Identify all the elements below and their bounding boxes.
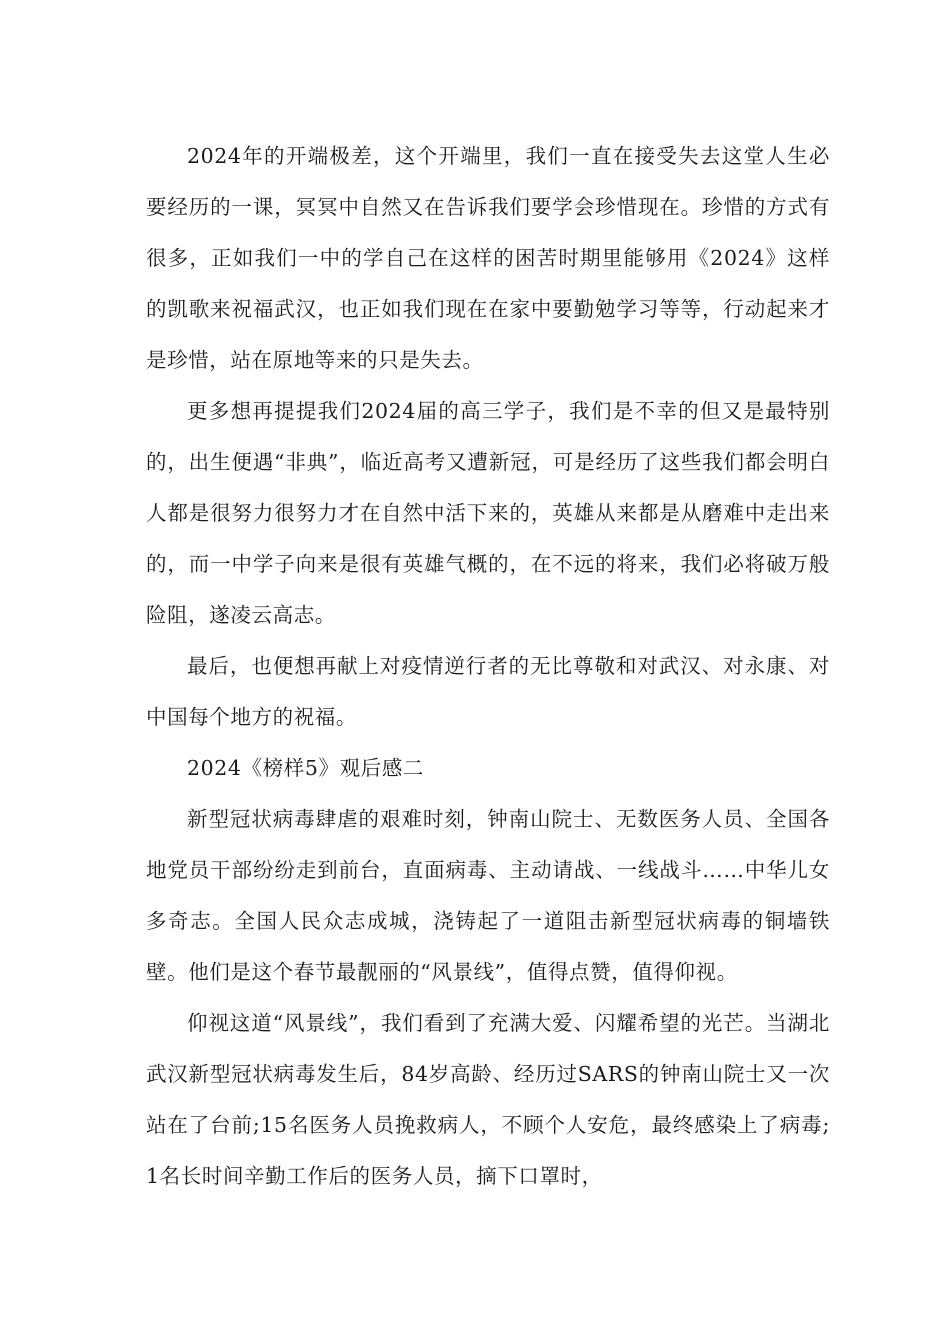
section-heading: 2024《榜样5》观后感二 [187,756,425,780]
document-body [146,131,830,1202]
paragraph-2: 更多想再提提我们2024届的高三学子，我们是不幸的但又是最特别的，出生便遇“非典”，临近高考又遭新冠，可是经历了这些我们都会明白人都是很努力很努力才在自然中活下来的，英雄从来都是从磨难中走出来的，而一中学子向来是很有英雄气概的，在不远的将来，我们必将破万般险阻，遂凌云高志。 [146,399,830,627]
paragraph-3: 最后，也便想再献上对疫情逆行者的无比尊敬和对武汉、对永康、对中国每个地方的祝福。 [146,654,830,729]
paragraph-1: 2024年的开端极差，这个开端里，我们一直在接受失去这堂人生必要经历的一课，冥冥中自然又在告诉我们要学会珍惜现在。珍惜的方式有很多，正如我们一中的学自己在这样的困苦时期里能够用《2024》这样的凯歌来祝福武汉，也正如我们现在在家中要勤勉学习等等，行动起来才是珍惜，站在原地等来的只是失去。 [146,144,830,372]
paragraph-4: 新型冠状病毒肆虐的艰难时刻，钟南山院士、无数医务人员、全国各地党员干部纷纷走到前台，直面病毒、主动请战、一线战斗……中华儿女多奇志。全国人民众志成城，浇铸起了一道阻击新型冠状病毒的铜墙铁壁。他们是这个春节最靓丽的“风景线”，值得点赞，值得仰视。 [146,807,830,984]
paragraph-5: 仰视这道“风景线”，我们看到了充满大爱、闪耀希望的光芒。当湖北武汉新型冠状病毒发生后，84岁高龄、经历过SARS的钟南山院士又一次站在了台前;15名医务人员挽救病人，不顾个人安危，最终感染上了病毒;1名长时间辛勤工作后的医务人员，摘下口罩时， [146,1011,830,1188]
